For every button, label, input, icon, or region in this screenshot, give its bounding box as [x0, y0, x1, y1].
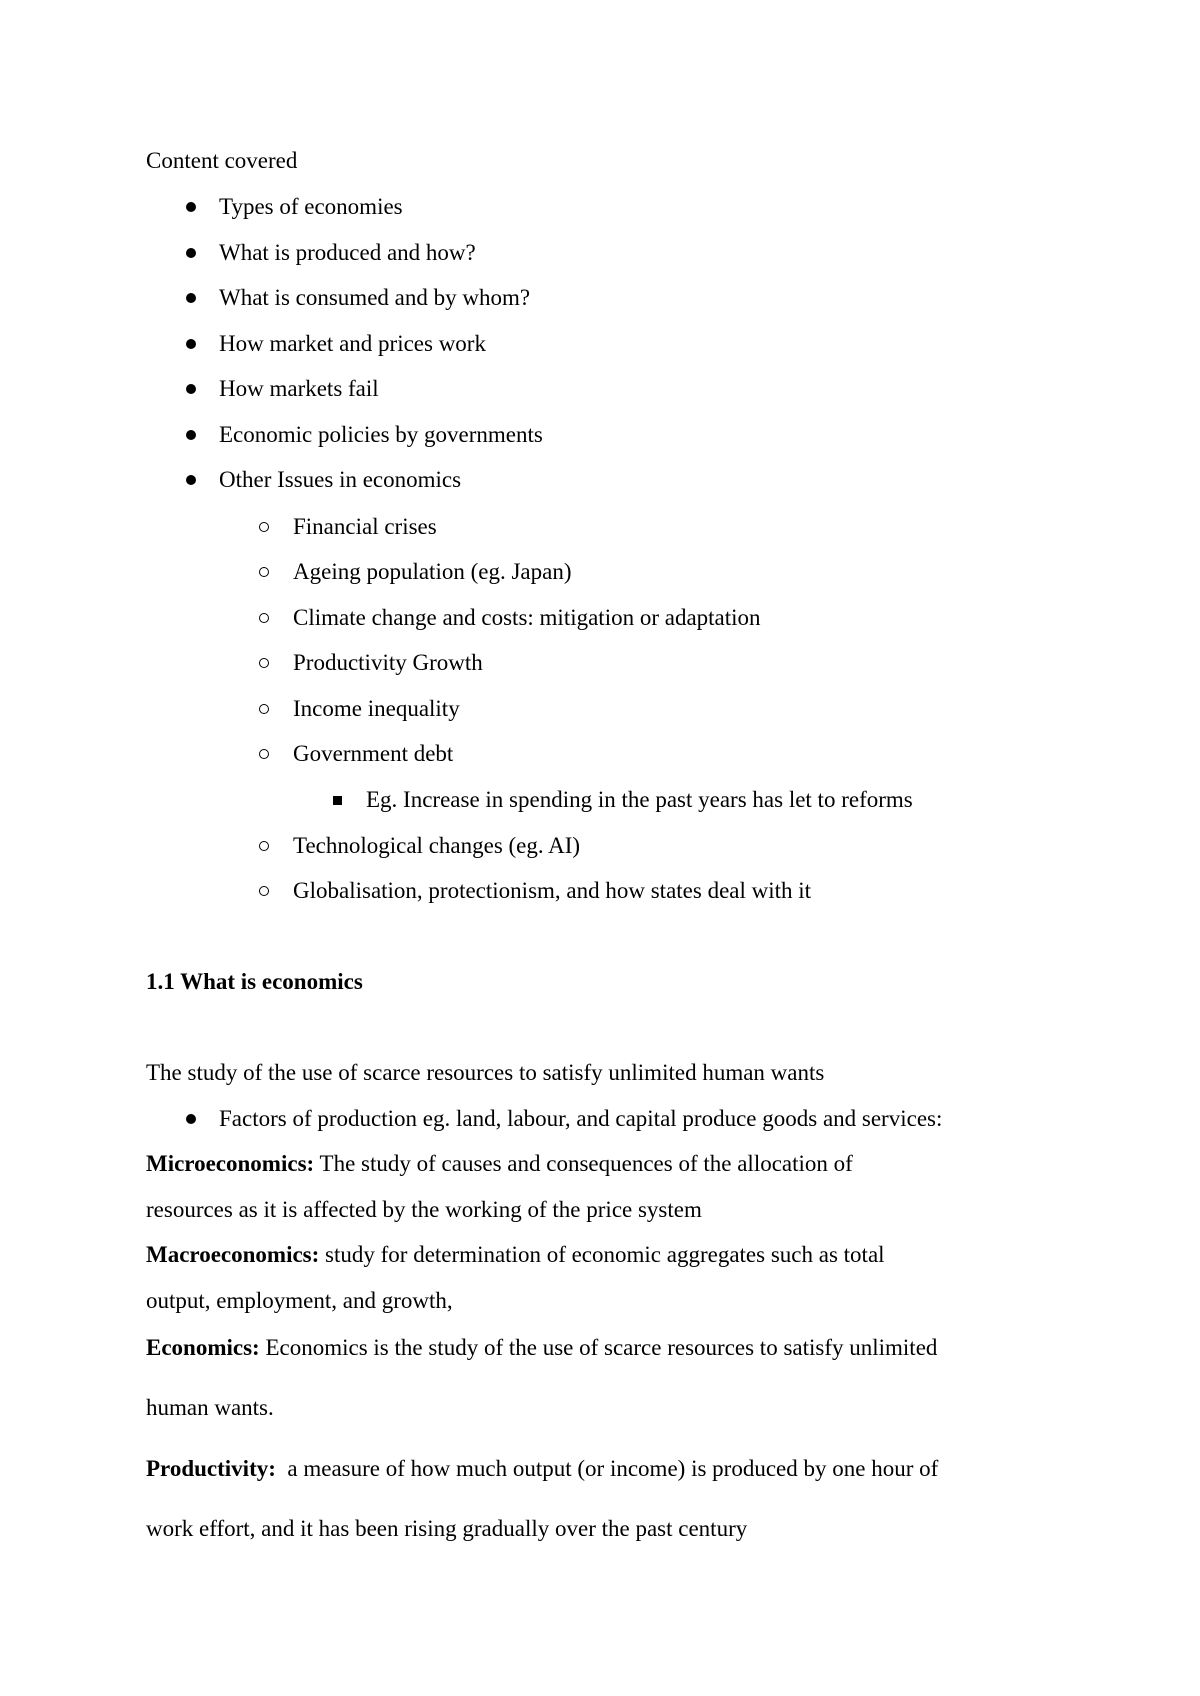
definition-text: output, employment, and growth, [146, 1288, 453, 1313]
content-heading: Content covered [146, 148, 298, 173]
hollow-bullet-icon [259, 613, 269, 623]
hollow-bullet-icon [259, 522, 269, 532]
section-heading: 1.1 What is economics [146, 969, 363, 994]
list-item: How markets fail [219, 376, 379, 401]
bullet-icon [186, 293, 196, 303]
list-item: Climate change and costs: mitigation or adaptation [293, 605, 761, 630]
bullet-icon [186, 384, 196, 394]
hollow-bullet-icon [259, 704, 269, 714]
hollow-bullet-icon [259, 886, 269, 896]
definition-text: Economics is the study of the use of scarce resources to satisfy unlimited [259, 1335, 938, 1360]
list-item: How market and prices work [219, 331, 486, 356]
hollow-bullet-icon [259, 658, 269, 668]
definition-term: Microeconomics: [146, 1151, 315, 1176]
intro-paragraph: The study of the use of scarce resources to satisfy unlimited human wants [146, 1060, 825, 1085]
definition-term: Macroeconomics: [146, 1242, 320, 1267]
definition-macro [146, 1240, 885, 1270]
list-item: Types of economies [219, 194, 403, 219]
definition-micro [146, 1149, 853, 1179]
bullet-icon [186, 202, 196, 212]
definition-productivity [146, 1454, 938, 1484]
list-item: Eg. Increase in spending in the past years has let to reforms [366, 787, 913, 812]
bullet-icon [186, 1114, 196, 1124]
list-item: Technological changes (eg. AI) [293, 833, 581, 858]
list-item: Productivity Growth [293, 650, 483, 675]
definition-term: Economics: [146, 1335, 260, 1360]
list-item: Globalisation, protectionism, and how states deal with it [293, 878, 812, 903]
list-item: What is produced and how? [219, 240, 476, 265]
definition-text: human wants. [146, 1395, 274, 1420]
list-item: Income inequality [293, 696, 460, 721]
list-item: What is consumed and by whom? [219, 285, 531, 310]
bullet-icon [186, 248, 196, 258]
bullet-icon [186, 339, 196, 349]
list-item: Government debt [293, 741, 454, 766]
hollow-bullet-icon [259, 841, 269, 851]
list-item: Factors of production eg. land, labour, and capital produce goods and services: [219, 1106, 943, 1131]
bullet-icon [186, 475, 196, 485]
list-item: Other Issues in economics [219, 467, 462, 492]
square-bullet-icon [333, 796, 342, 805]
hollow-bullet-icon [259, 749, 269, 759]
definition-economics [146, 1333, 937, 1363]
definition-text: a measure of how much output (or income) is produced by one hour of [275, 1456, 939, 1481]
list-item: Economic policies by governments [219, 422, 543, 447]
list-item: Financial crises [293, 514, 437, 539]
bullet-icon [186, 430, 196, 440]
definition-text: study for determination of economic aggregates such as total [319, 1242, 885, 1267]
definition-text: work effort, and it has been rising gradually over the past century [146, 1516, 748, 1541]
hollow-bullet-icon [259, 567, 269, 577]
list-item: Ageing population (eg. Japan) [293, 559, 572, 584]
definition-text: The study of causes and consequences of the allocation of [314, 1151, 853, 1176]
definition-text: resources as it is affected by the working of the price system [146, 1197, 702, 1222]
definition-term: Productivity: [146, 1456, 276, 1481]
